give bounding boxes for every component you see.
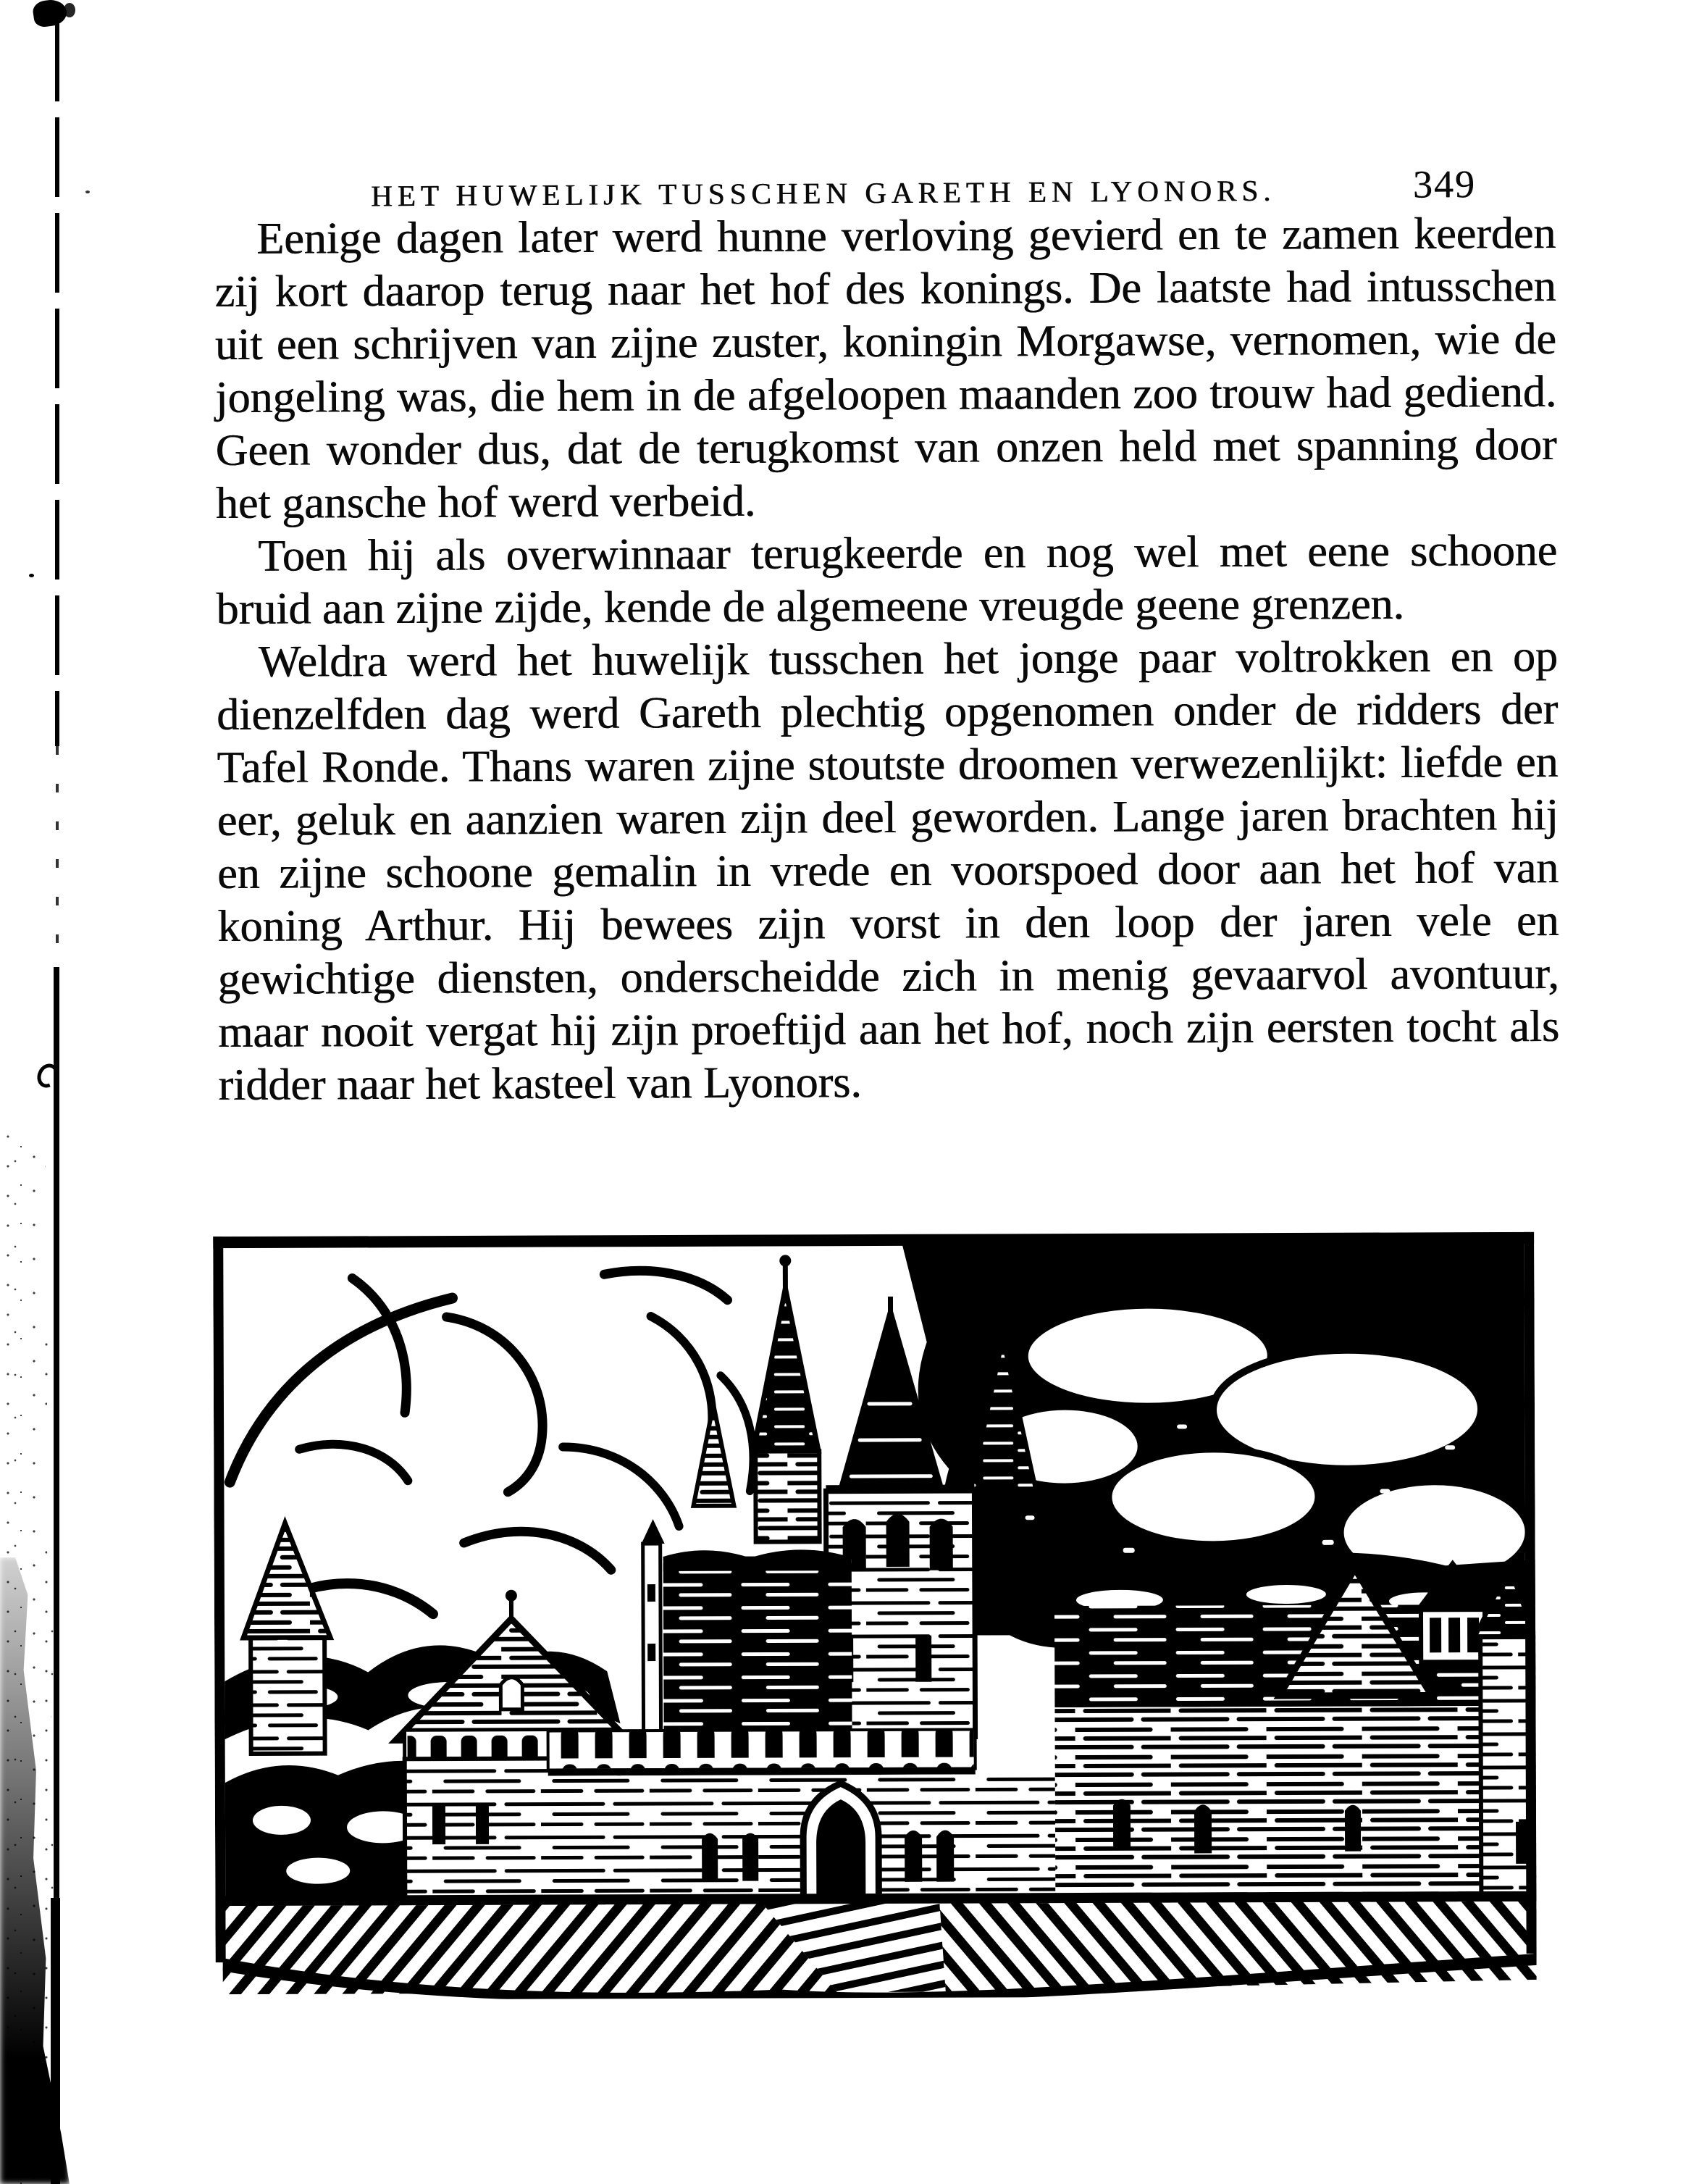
gutter-binding-line — [55, 22, 59, 746]
paragraph: Toen hij als overwinnaar terugkeerde en nog wel met eene schoone bruid aan zijne zijde, kende de algemeene vreugde geene grenzen. — [216, 525, 1558, 635]
paragraph: Weldra werd het huwelijk tusschen het jonge paar voltrokken en op dienzelfden dag werd Gareth plechtig opgenomen onder de ridders der Tafel Ronde. Thans waren zijne stoutste droomen verwezenlijkt: liefde en eer, geluk en aanzien waren zijn deel geworden. Lange jaren brachten hij en zijne schoone gemalin in vrede en voorspoed door aan het hof van koning Arthur. Hij bewees zijn vorst in den loop der jaren vele en gewichtige diensten, onderscheidde zich in menig gevaarvol avontuur, maar nooit vergat hij zijn proeftijd aan het hof, noch zijn eersten tocht als ridder naar het kasteel van Lyonors. — [217, 631, 1560, 1110]
castle-woodcut-illustration — [213, 1228, 1537, 2000]
gutter-binding-line — [56, 746, 59, 971]
stray-ink-dot — [29, 574, 34, 577]
body-text — [214, 207, 1559, 1112]
gutter-ink-blob — [64, 3, 75, 17]
running-title: HET HUWELIJK TUSSCHEN GARETH EN LYONORS. — [371, 173, 1276, 213]
gutter-ink-blob — [32, 0, 69, 28]
paragraph: Eenige dagen later werd hunne verloving gevierd en te zamen keerden zij kort daarop terug naar het hof des konings. De laatste had intusschen uit een schrijven van zijne zuster, koningin Morgawse, vernomen, wie de jongeling was, die hem in de afgeloopen maanden zoo trouw had gediend. Geen wonder dus, dat de terugkomst van onzen held met spanning door het gansche hof werd verbeid. — [214, 208, 1557, 529]
stray-ink-dot — [85, 191, 90, 193]
page-number: 349 — [1412, 162, 1477, 206]
